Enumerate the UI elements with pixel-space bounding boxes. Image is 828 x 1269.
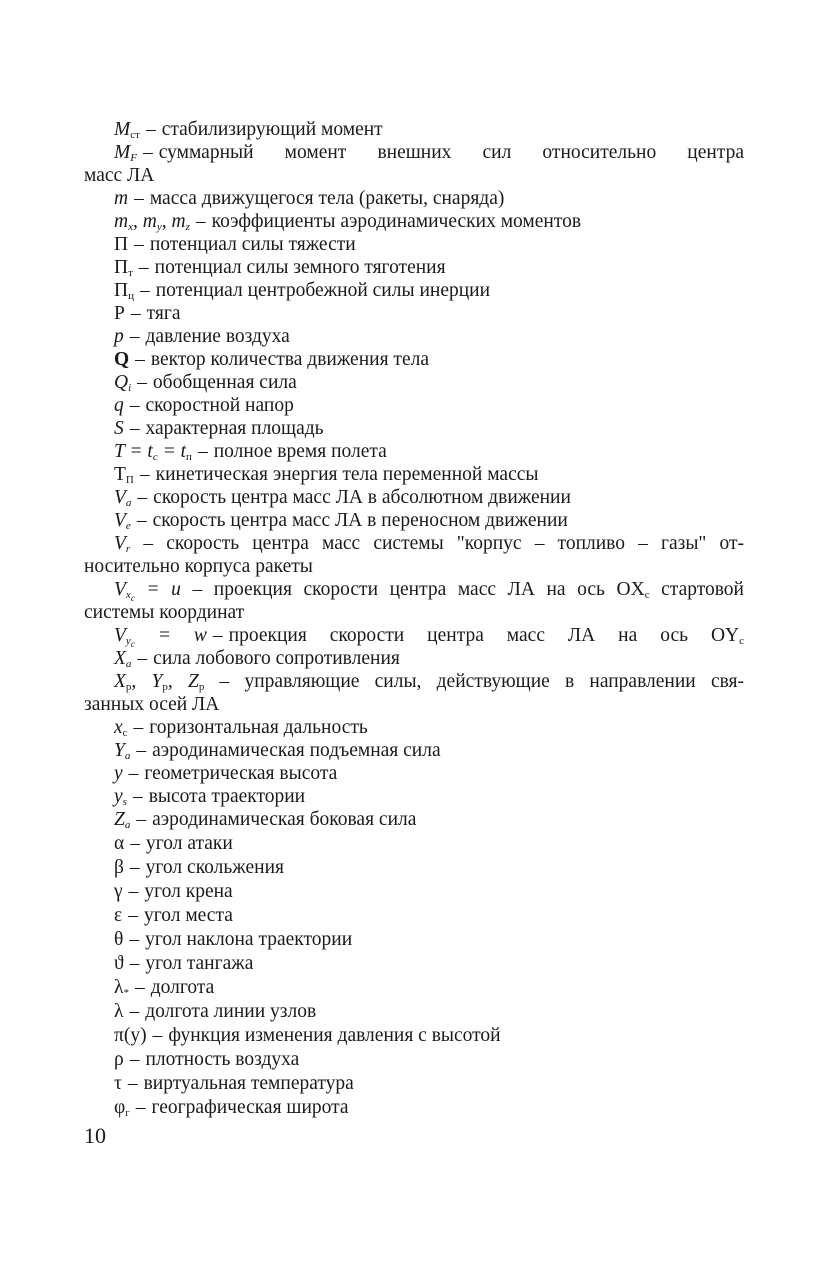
- notation-entry: $V_e$ – скорость центра масс ЛА в переносном движении: [114, 510, 568, 532]
- notation-entry: π(y) – функция изменения давления с высотой: [114, 1025, 501, 1046]
- notation-entry: $Y_a$ – аэродинамическая подъемная сила: [114, 740, 441, 762]
- notation-entry: $V_{x_c} = u$ – проекция скорости центра масс ЛА на ось $OX_c$ стартовой системы координат: [84, 579, 744, 623]
- notation-entry: $П_т$ – потенциал силы земного тяготения: [114, 257, 446, 279]
- notation-entry: $Z_a$ – аэродинамическая боковая сила: [114, 809, 417, 831]
- notation-entry: $Q_i$ – обобщенная сила: [114, 372, 297, 394]
- notation-entry: $V_a$ – скорость центра масс ЛА в абсолютном движении: [114, 487, 571, 509]
- notation-entry: $V_{y_c} = w$ – проекция скорости центра масс ЛА на ось $OY_c$: [114, 625, 745, 649]
- notation-entry: $M_{ст}$ – стабилизирующий момент: [114, 119, 383, 141]
- notation-entry: $X_р$, $Y_р$, $Z_р$ – управляющие силы, действующие в направлении свя- занных осей ЛА: [84, 671, 745, 715]
- page-number: 10: [84, 1123, 106, 1148]
- notation-entry: m – масса движущегося тела (ракеты, снаряда): [114, 188, 505, 209]
- notation-entry: β – угол скольжения: [114, 857, 284, 878]
- notation-entry: θ – угол наклона траектории: [114, 929, 353, 950]
- notation-entry: S – характерная площадь: [114, 418, 324, 439]
- notation-entry: ϑ – угол тангажа: [114, 953, 254, 974]
- notation-entry: Р – тяга: [114, 303, 181, 324]
- notation-entry: $V_r$ – скорость центра масс системы "корпус – топливо – газы" от- носительно корпуса ракеты: [84, 533, 745, 577]
- notation-entry: $M_F$ – суммарный момент внешних сил относительно центра масс ЛА: [84, 142, 744, 186]
- notation-entry: $y_s$ – высота траектории: [114, 786, 306, 808]
- notation-entry: П – потенциал силы тяжести: [114, 234, 356, 255]
- notation-entry: y – геометрическая высота: [114, 763, 338, 784]
- notation-entry: λ – долгота линии узлов: [114, 1001, 317, 1022]
- notation-list: [84, 117, 744, 1120]
- notation-entry: α – угол атаки: [114, 833, 233, 854]
- notation-entry: $X_a$ – сила лобового сопротивления: [114, 648, 400, 670]
- notation-entry: $m_x$, $m_y$, $m_z$ – коэффициенты аэродинамических моментов: [114, 211, 582, 233]
- notation-entry: γ – угол крена: [114, 881, 233, 902]
- notation-entry: $Т_П$ – кинетическая энергия тела переменной массы: [114, 464, 539, 486]
- notation-entry: τ – виртуальная температура: [114, 1073, 354, 1094]
- notation-entry: $T = t_c = t_п$ – полное время полета: [114, 441, 387, 463]
- notation-entry: q – скоростной напор: [114, 395, 294, 416]
- notation-entry: ρ – плотность воздуха: [114, 1049, 300, 1070]
- notation-entry: $П_ц$ – потенциал центробежной силы инерции: [114, 280, 491, 302]
- notation-entry: $\lambda_*$ – долгота: [114, 977, 215, 999]
- notation-entry: $\varphi_г$ – географическая широта: [114, 1097, 349, 1119]
- notation-entry: Q – вектор количества движения тела: [114, 349, 429, 370]
- notation-entry: p – давление воздуха: [114, 326, 290, 347]
- notation-entry: ε – угол места: [114, 905, 233, 926]
- notation-entry: $x_c$ – горизонтальная дальность: [114, 717, 368, 739]
